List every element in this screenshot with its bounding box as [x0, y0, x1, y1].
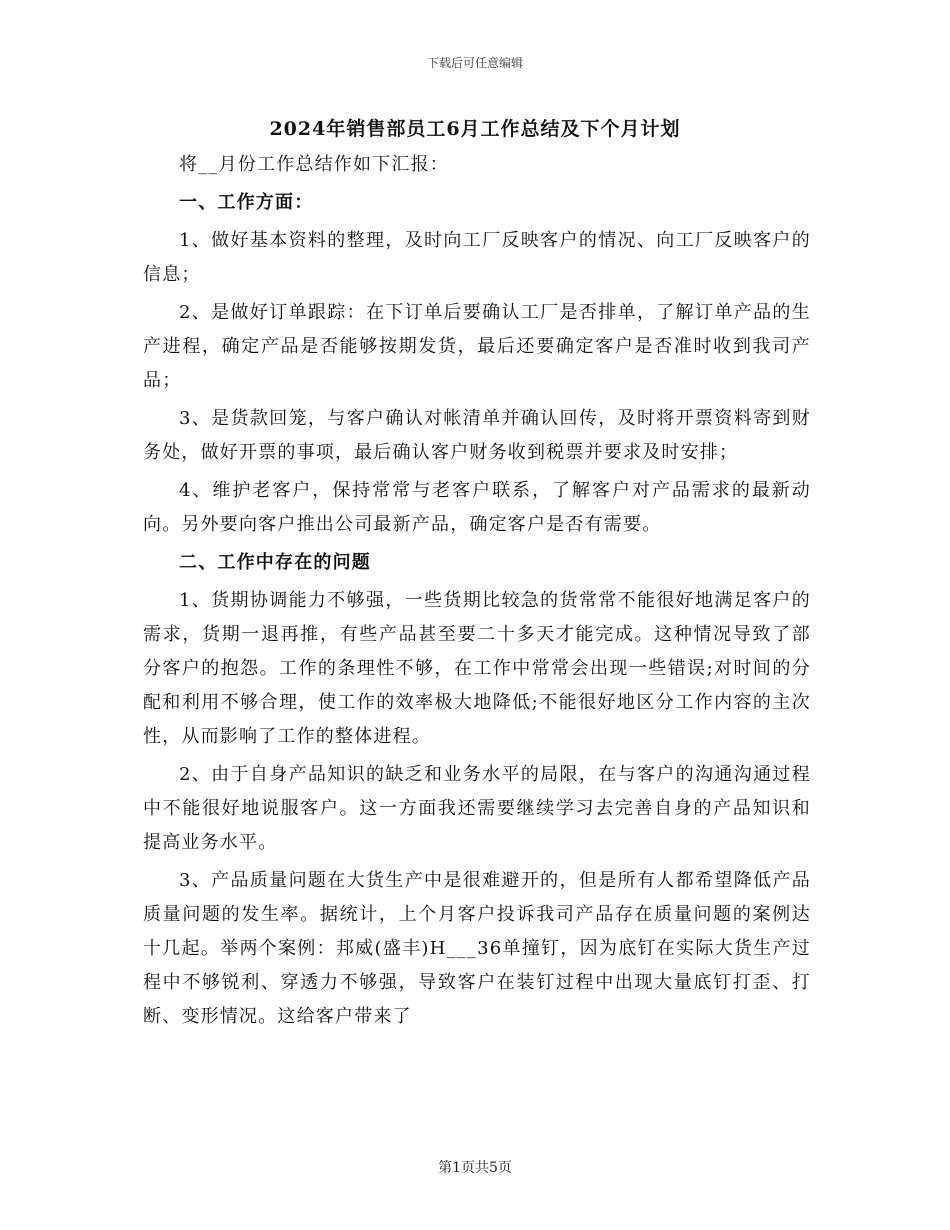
intro-paragraph: 将__月份工作总结作如下汇报： — [179, 154, 449, 175]
work-item: 4、维护老客户，保持常常与老客户联系，了解客户对产品需求的最新动向。另外要向客户推出公司最新产品，确定客户是否有需要。 — [143, 480, 811, 535]
page-footer: 第1页共5页 — [438, 1160, 512, 1176]
section-heading-problems: 二、工作中存在的问题 — [179, 552, 371, 573]
section-heading-work: 一、工作方面： — [179, 192, 314, 213]
work-item: 3、是货款回笼，与客户确认对帐清单并确认回传，及时将开票资料寄到财务处，做好开票的事项，最后确认客户财务收到税票并要求及时安排； — [143, 408, 811, 463]
problem-item: 2、由于自身产品知识的缺乏和业务水平的局限，在与客户的沟通沟通过程中不能很好地说服客户。这一方面我还需要继续学习去完善自身的产品知识和提高业务水平。 — [143, 764, 811, 853]
work-item: 2、是做好订单跟踪：在下订单后要确认工厂是否排单，了解订单产品的生产进程，确定产品是否能够按期发货，最后还要确定客户是否准时收到我司产品； — [143, 302, 811, 391]
problem-item: 1、货期协调能力不够强，一些货期比较急的货常常不能很好地满足客户的需求，货期一退再推，有些产品甚至要二十多天才能完成。这种情况导致了部分客户的抱怨。工作的条理性不够，在工作中常常会出现一些错误;对时间的分配和利用不够合理，使工作的效率极大地降低;不能很好地区分工作内容的主次性，从而影响了工作的整体进程。 — [143, 590, 811, 747]
document-title: 2024年销售部员工6月工作总结及下个月计划 — [269, 118, 681, 140]
document-body — [143, 148, 811, 1038]
problem-item: 3、产品质量问题在大货生产中是很难避开的，但是所有人都希望降低产品质量问题的发生率。据统计，上个月客户投诉我司产品存在质量问题的案例达十几起。举两个案例：邦威(盛丰)H___36单撞钉，因为底钉在实际大货生产过程中不够锐利、穿透力不够强，导致客户在装钉过程中出现大量底钉打歪、打断、变形情况。这给客户带来了 — [143, 870, 811, 1027]
work-item: 1、做好基本资料的整理，及时向工厂反映客户的情况、向工厂反映客户的信息； — [143, 230, 811, 285]
header-note: 下载后可任意编辑 — [426, 56, 523, 70]
